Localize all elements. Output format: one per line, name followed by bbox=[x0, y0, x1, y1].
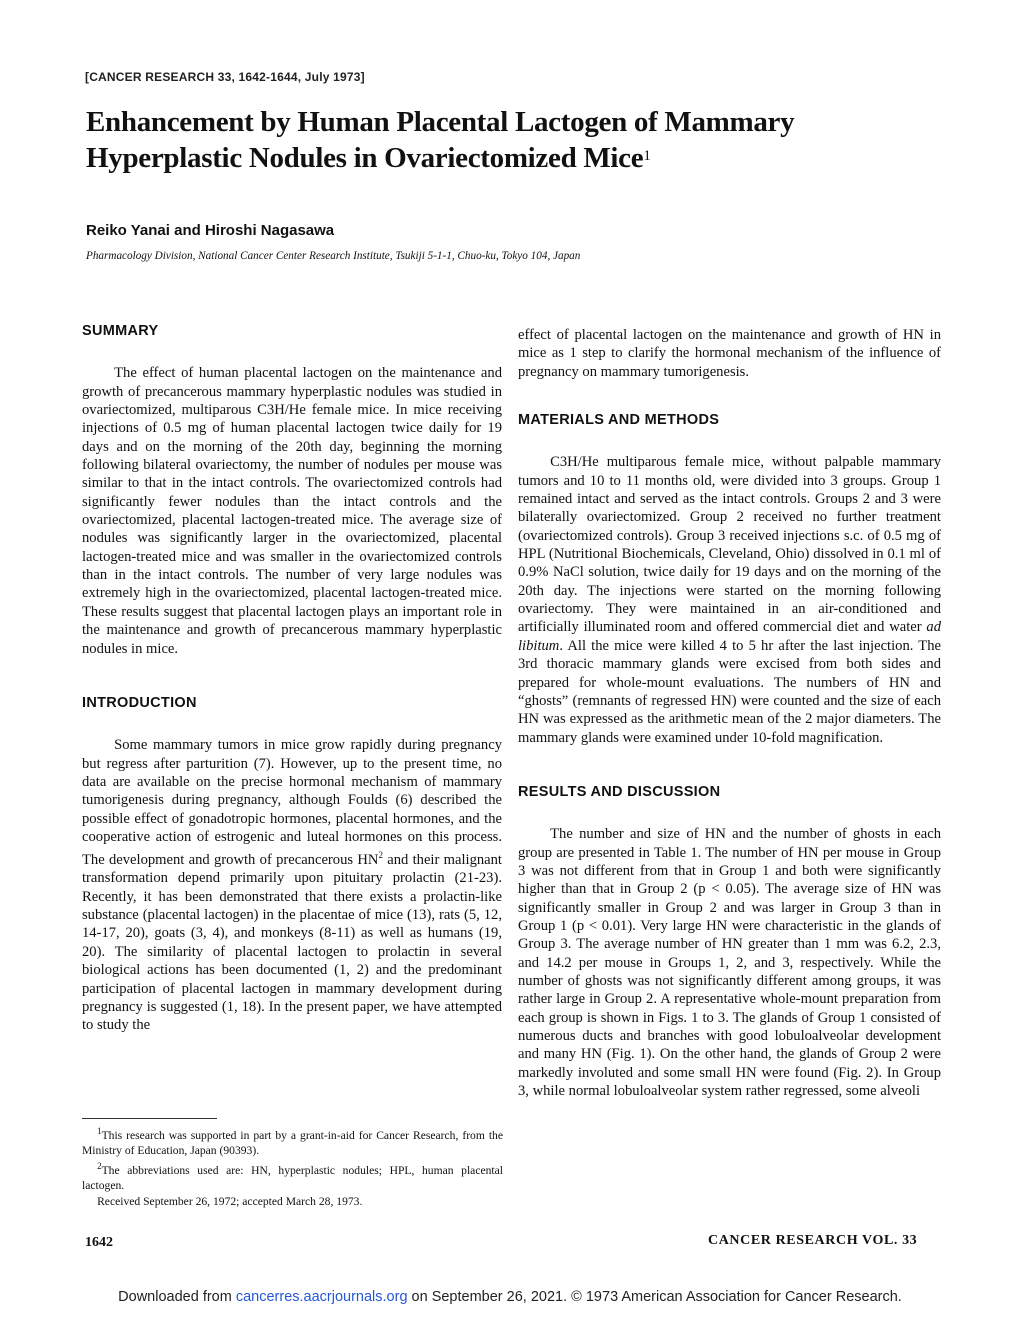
results-heading: RESULTS AND DISCUSSION bbox=[518, 783, 721, 800]
methods-italic: ad libitum bbox=[518, 619, 941, 654]
page-number: 1642 bbox=[85, 1235, 113, 1250]
introduction-text-continued: effect of placental lactogen on the maintenance and growth of HN in mice as 1 step to clarify the hormonal mechanism of the influence of pregnancy on mammary tumorigenesis. bbox=[518, 327, 941, 380]
footnote-1-text: This research was supported in part by a grant-in-aid for Cancer Research, from the Ministry of Education, Japan (90393). bbox=[82, 1128, 503, 1158]
footnote-1-mark: 1 bbox=[97, 1126, 102, 1136]
journal-citation: [CANCER RESEARCH 33, 1642-1644, July 1973] bbox=[85, 70, 365, 84]
summary-heading: SUMMARY bbox=[82, 323, 159, 339]
download-prefix: Downloaded from bbox=[118, 1289, 236, 1305]
affiliation: Pharmacology Division, National Cancer Center Research Institute, Tsukiji 5-1-1, Chuo-ku, Tokyo 104, Japan bbox=[86, 250, 581, 262]
left-column bbox=[82, 322, 502, 1035]
methods-heading: MATERIALS AND METHODS bbox=[518, 412, 720, 429]
footnote-rule bbox=[82, 1118, 217, 1119]
download-notice bbox=[0, 1289, 1020, 1305]
footnote-2-text: The abbreviations used are: HN, hyperplastic nodules; HPL, human placental lactogen. bbox=[82, 1163, 503, 1193]
summary-text: The effect of human placental lactogen on the maintenance and growth of precancerous mammary hyperplastic nodules was studied in ovariectomized, multiparous C3H/He female mice. In mice receiving injections of 0.5 mg of human placental lactogen twice daily for 19 days and on the morning of the 20th day, beginning the morning following bilateral ovariectomy, the number of nodules per mouse was similar to that in the intact controls. The ovariectomized controls had significantly fewer nodules than the intact controls and the ovariectomized, placental lactogen-treated mice. The average size of nodules was significantly larger in the ovariectomized, placental lactogen-treated mice and was smaller in the ovariectomized controls than in the intact controls. The number of very large nodules was extremely high in the ovariectomized, placental lactogen-treated mice. These results suggest that placental lactogen plays an important role in the maintenance and growth of precancerous mammary hyperplastic nodules in mice. bbox=[82, 365, 502, 657]
introduction-heading: INTRODUCTION bbox=[82, 694, 197, 711]
footnote-1 bbox=[82, 1124, 503, 1159]
footnote-2-mark: 2 bbox=[97, 1160, 102, 1171]
footnotes bbox=[82, 1124, 503, 1209]
methods-text-part2: . All the mice were killed 4 to 5 hr after the last injection. The 3rd thoracic mammary glands were excised from both sides and prepared for whole-mount evaluations. The numbers of HN and “ghosts” (remnants of regressed HN) were counted and the size of each HN was expressed as the arithmetic mean of the 2 major diameters. The mammary glands were examined under 10-fold magnification. bbox=[518, 637, 941, 746]
paper-title bbox=[86, 104, 886, 176]
received-dates: Received September 26, 1972; accepted March 28, 1973. bbox=[97, 1194, 363, 1208]
download-suffix: on September 26, 2021. © 1973 American Association for Cancer Research. bbox=[407, 1289, 902, 1305]
right-column bbox=[518, 326, 941, 1100]
authors: Reiko Yanai and Hiroshi Nagasawa bbox=[86, 222, 335, 239]
intro-text-part2: and their malignant transformation depend primarily upon pituitary prolactin (21-23). Recently, it has been demonstrated that there exists a prolactin-like substance (placental lactogen) in the placentae of mice (13), rats (5, 12, 14-17, 20), goats (3, 4), and monkeys (8-11) as well as humans (19, 20). The similarity of placental lactogen to prolactin in several biological actions has been documented (1, 2) and the predominant participation of placental lactogen in mammary development during pregnancy is suggested (1, 18). In the present paper, we have attempted to study the bbox=[82, 852, 502, 1034]
running-footer: CANCER RESEARCH VOL. 33 bbox=[708, 1233, 918, 1248]
footnote-mark: 2 bbox=[378, 850, 383, 861]
introduction-text bbox=[82, 736, 502, 1034]
methods-text-part1: C3H/He multiparous female mice, without palpable mammary tumors and 10 to 11 months old, were divided into 3 groups. Group 1 remained intact and served as the intact controls. Groups 2 and 3 were bilaterally ovariectomized. Group 2 received no further treatment (ovariectomized controls). Group 3 received injections s.c. of 0.5 mg of HPL (Nutritional Biochemicals, Cleveland, Ohio) dissolved in 0.1 ml of 0.9% NaCl solution, twice daily for 19 days and on the morning of the 20th day. The injections were started on the morning following ovariectomy. They were maintained in an air-conditioned and artificially illuminated room and offered commercial diet and water bbox=[518, 454, 941, 636]
intro-text-part1: Some mammary tumors in mice grow rapidly during pregnancy but regress after parturition (7). However, up to the present time, no data are available on the precise hormonal mechanism of mammary tumorigenesis during pregnancy, although Foulds (6) described the possible effect of gonadotropic hormones, placental hormones, and the cooperative action of estrogenic and luteal hormones on this process. The development and growth of precancerous HN bbox=[82, 737, 502, 869]
title-footnote-mark: 1 bbox=[643, 148, 651, 164]
methods-text bbox=[518, 453, 941, 747]
footnote-2 bbox=[82, 1159, 503, 1194]
title-text: Enhancement by Human Placental Lactogen of Mammary Hyperplastic Nodules in Ovariectomized Mice bbox=[86, 106, 795, 174]
results-text: The number and size of HN and the number of ghosts in each group are presented in Table 1. The number of HN per mouse in Group 3 was not different from that in Group 1 and both were significantly higher than that in Group 2 (p < 0.05). The average size of HN was significantly smaller in Group 2 and was larger in Group 3 than in Group 1 (p < 0.01). Very large HN were characteristic in the glands of Group 3. The average number of HN greater than 1 mm was 6.2, 2.3, and 14.2 per mouse in Groups 1, 2, and 3, respectively. While the number of ghosts was not significantly different among groups, it was rather large in Group 2. A representative whole-mount preparation from each group is shown in Figs. 1 to 3. The glands of Group 1 consisted of numerous ducts and branches with good lobuloalveolar development and many HN (Fig. 1). On the other hand, the glands of Group 2 were markedly involuted and some small HN were found (Fig. 2). In Group 3, while normal lobuloalveolar system rather regressed, some alveoli bbox=[518, 826, 941, 1100]
journal-link[interactable]: cancerres.aacrjournals.org bbox=[235, 1289, 408, 1305]
